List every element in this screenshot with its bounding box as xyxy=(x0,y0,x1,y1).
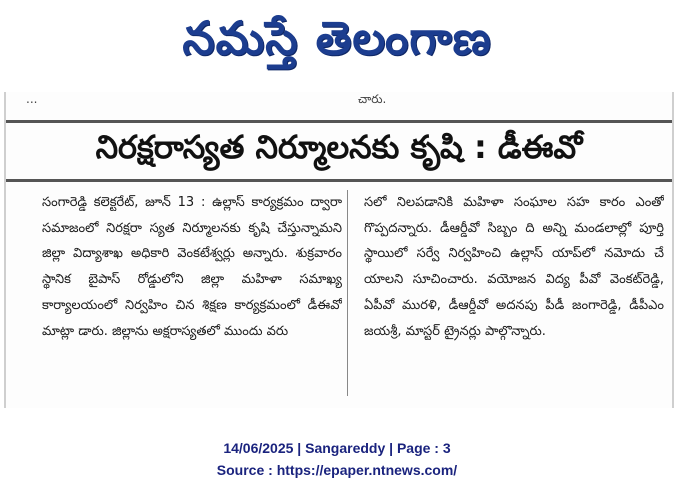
newspaper-logo: నమస్తే తెలంగాణ xyxy=(182,11,492,65)
column-divider xyxy=(347,190,348,396)
news-clipping xyxy=(4,92,674,408)
article-column-left xyxy=(42,190,342,400)
previous-article-fragment-left: ... xyxy=(26,92,38,106)
edition-info: 14/06/2025 | Sangareddy | Page : 3 xyxy=(223,440,451,456)
previous-article-fragment-right: చారు. xyxy=(358,92,387,106)
source-link[interactable]: Source : https://epaper.ntnews.com/ xyxy=(216,462,458,478)
article-body-right: సలో నిలపడానికి మహిళా సంఘాల సహ కారం ఎంతో గొప్పదన్నారు. డీఆర్డీవో సిబ్బం ది అన్ని మండలాల్లో పూర్తి స్థాయిలో సర్వే నిర్వహించి ఉల్లాస్ యాప్‌లో నమోదు చే యాలని సూచించారు. వయోజన విద్య పీవో వెంకట్‌రెడ్డి, ఏపీవో మురళి, డీఆర్డీవో అదనపు పీడీ జంగారెడ్డి, డీపీఎం జయశ్రీ, మాస్టర్ ట్రైనర్లు పాల్గొన్నారు. xyxy=(364,195,664,339)
article-body-left: సంగారెడ్డి కలెక్టరేట్, జూన్ 13 : ఉల్లాస్ కార్యక్రమం ద్వారా సమాజంలో నిరక్షరా స్యత నిర్మూలనకు కృషి చేస్తున్నామని జిల్లా విద్యాశాఖ అధికారి వెంకటేశ్వర్లు అన్నారు. శుక్రవారం స్థానిక బైపాస్ రోడ్డులోని జిల్లా మహిళా సమాఖ్య కార్యాలయంలో నిర్వహిం చిన శిక్షణ కార్యక్రమంలో డీఈవో మాట్లా డారు. జిల్లాను అక్షరాస్యతలో ముందు వరు xyxy=(42,195,342,339)
masthead xyxy=(0,0,674,88)
headline-box xyxy=(6,120,672,182)
article-column-right xyxy=(364,190,664,400)
article-headline: నిరక్షరాస్యత నిర్మూలనకు కృషి : డీఈవో xyxy=(95,128,583,166)
